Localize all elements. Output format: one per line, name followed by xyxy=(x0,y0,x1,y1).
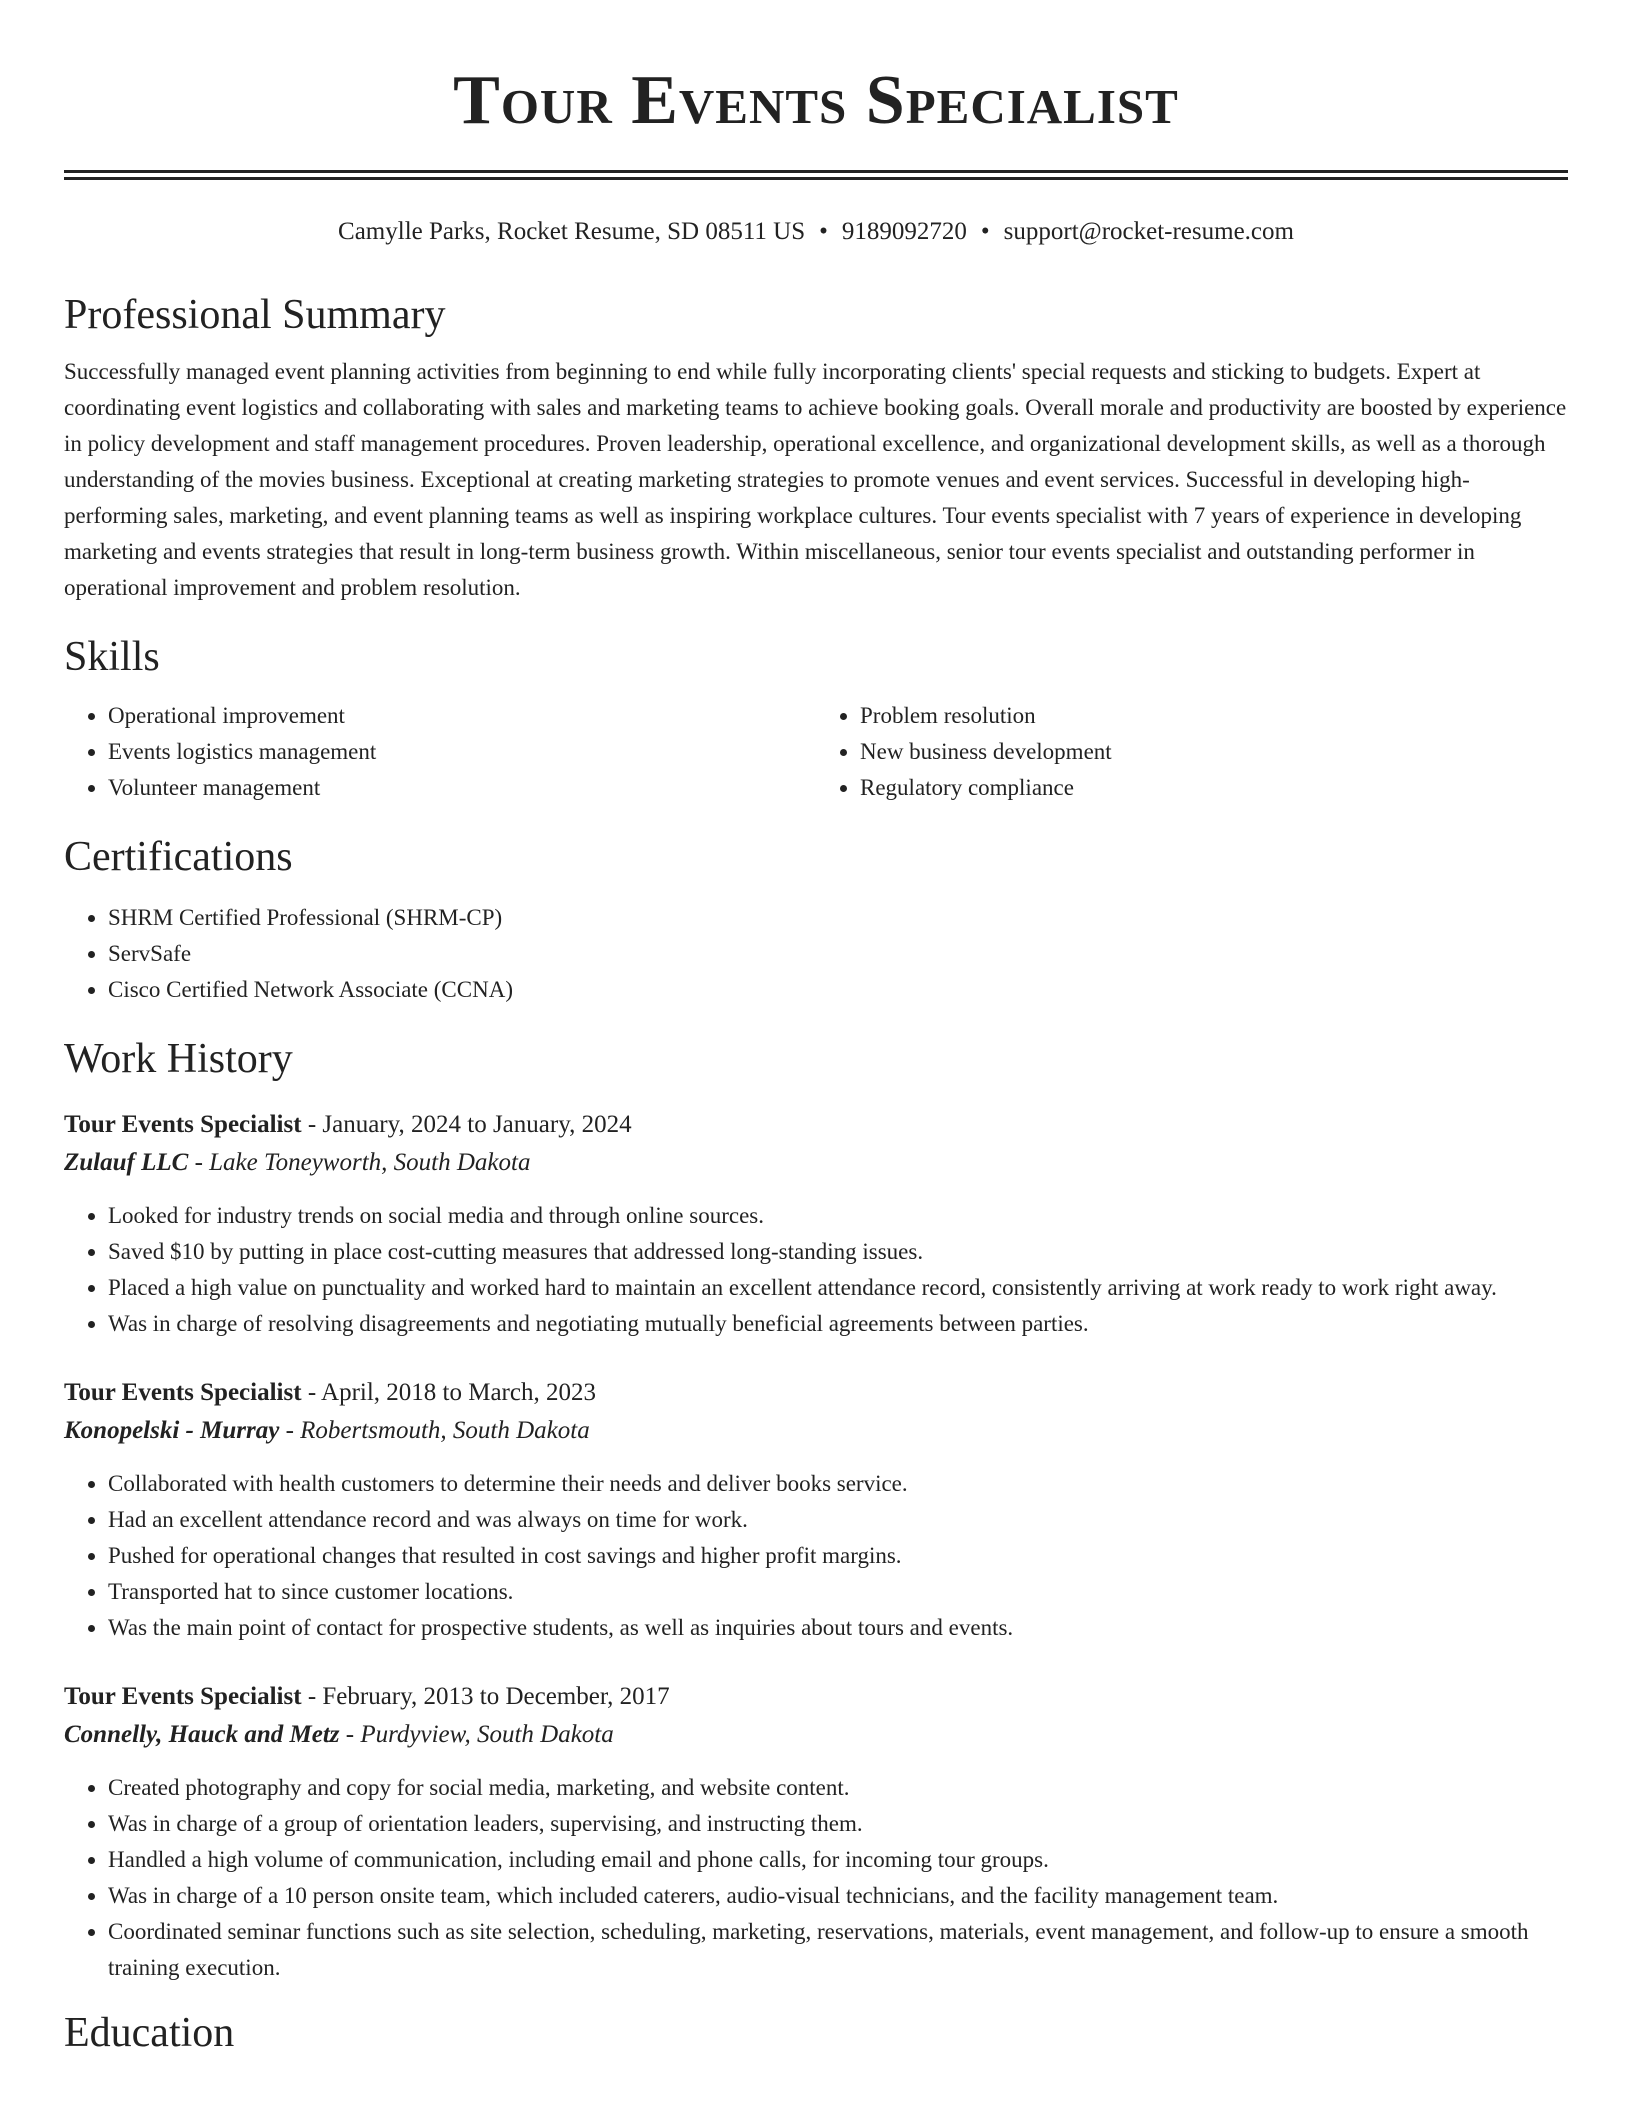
job-bullet: • Was in charge of a 10 person onsite team, which included caterers, audio-visual technicians, and the facility management team. xyxy=(108,1878,1568,1914)
job-role: Tour Events Specialist xyxy=(64,1683,302,1710)
skills-column-left xyxy=(64,698,816,806)
certification-item: • ServSafe xyxy=(108,936,1568,972)
job-title-line xyxy=(64,1678,1568,1716)
job-bullet: • Handled a high volume of communication, including email and phone calls, for incoming tour groups. xyxy=(108,1842,1568,1878)
contact-address: Camylle Parks, Rocket Resume, SD 08511 US xyxy=(338,218,806,245)
skill-item: • Volunteer management xyxy=(108,770,816,806)
job-company: Connelly, Hauck and Metz xyxy=(64,1721,340,1748)
skill-item: • Problem resolution xyxy=(860,698,1568,734)
skill-item: • Operational improvement xyxy=(108,698,816,734)
contact-separator: • xyxy=(980,218,990,245)
job-bullet: • Was the main point of contact for prospective students, as well as inquiries about tours and events. xyxy=(108,1610,1568,1646)
job-bullet: • Saved $10 by putting in place cost-cutting measures that addressed long-standing issues. xyxy=(108,1234,1568,1270)
job-dates: - February, 2013 to December, 2017 xyxy=(301,1683,670,1710)
summary-heading: Professional Summary xyxy=(64,292,446,338)
job-dates: - April, 2018 to March, 2023 xyxy=(301,1379,596,1406)
job-title-line xyxy=(64,1374,1568,1412)
job-company: Zulauf LLC xyxy=(64,1149,189,1176)
work-history-heading: Work History xyxy=(64,1036,293,1082)
job-bullets xyxy=(64,1466,1568,1646)
job-bullets xyxy=(64,1770,1568,1986)
contact-email: support@rocket-resume.com xyxy=(1003,218,1294,245)
contact-separator: • xyxy=(819,218,828,245)
job-title-line xyxy=(64,1106,1568,1144)
skill-item: • Regulatory compliance xyxy=(860,770,1568,806)
job-role: Tour Events Specialist xyxy=(64,1379,302,1406)
job-bullet: • Pushed for operational changes that resulted in cost savings and higher profit margins. xyxy=(108,1538,1568,1574)
job-location: - Lake Toneyworth, South Dakota xyxy=(188,1149,531,1176)
skills-heading: Skills xyxy=(64,634,160,680)
job-bullet: • Had an excellent attendance record and was always on time for work. xyxy=(108,1502,1568,1538)
job-bullet: • Was in charge of a group of orientation leaders, supervising, and instructing them. xyxy=(108,1806,1568,1842)
job-entry xyxy=(64,1374,1568,1646)
skill-item: • New business development xyxy=(860,734,1568,770)
job-entry xyxy=(64,1106,1568,1342)
certifications-heading: Certifications xyxy=(64,834,293,880)
job-bullet: • Transported hat to since customer locations. xyxy=(108,1574,1568,1610)
job-bullet: • Looked for industry trends on social media and through online sources. xyxy=(108,1198,1568,1234)
job-company-line xyxy=(64,1144,1568,1182)
education-heading: Education xyxy=(64,2010,235,2056)
skill-item: • Events logistics management xyxy=(108,734,816,770)
job-entry xyxy=(64,1678,1568,1986)
job-company: Konopelski - Murray xyxy=(64,1417,280,1444)
job-location: - Purdyview, South Dakota xyxy=(339,1721,614,1748)
job-bullet: • Was in charge of resolving disagreements and negotiating mutually beneficial agreements between parties. xyxy=(108,1306,1568,1342)
contact-phone: 9189092720 xyxy=(841,218,967,245)
resume-page xyxy=(64,0,1568,2058)
job-dates: - January, 2024 to January, 2024 xyxy=(301,1111,632,1138)
job-bullet: • Coordinated seminar functions such as site selection, scheduling, marketing, reservations, materials, event management, and follow-up to ensure a smooth training execution. xyxy=(108,1914,1568,1986)
job-bullets xyxy=(64,1198,1568,1342)
contact-line xyxy=(64,216,1568,248)
job-bullet: • Collaborated with health customers to determine their needs and deliver books service. xyxy=(108,1466,1568,1502)
summary-text: Successfully managed event planning activities from beginning to end while fully incorporating clients' special requests and sticking to budgets. Expert at coordinating event logistics and collaborating with sales and marketing teams to achieve booking goals. Overall morale and productivity are boosted by experience in policy development and staff management procedures. Proven leadership, operational excellence, and organizational development skills, as well as a thorough understanding of the movies business. Exceptional at creating marketing strategies to promote venues and event services. Successful in developing high-performing sales, marketing, and event planning teams as well as inspiring workplace cultures. Tour events specialist with 7 years of experience in developing marketing and events strategies that result in long-term business growth. Within miscellaneous, senior tour events specialist and outstanding performer in operational improvement and problem resolution. xyxy=(64,359,1567,600)
job-company-line xyxy=(64,1412,1568,1450)
title-divider xyxy=(64,170,1568,180)
job-role: Tour Events Specialist xyxy=(64,1111,302,1138)
certification-item: • SHRM Certified Professional (SHRM-CP) xyxy=(108,900,1568,936)
skills-list xyxy=(64,698,1568,806)
certifications-list xyxy=(64,900,1568,1008)
skills-column-right xyxy=(816,698,1568,806)
job-bullet: • Created photography and copy for social media, marketing, and website content. xyxy=(108,1770,1568,1806)
certification-item: • Cisco Certified Network Associate (CCNA) xyxy=(108,972,1568,1008)
job-location: - Robertsmouth, South Dakota xyxy=(279,1417,590,1444)
job-bullet: • Placed a high value on punctuality and worked hard to maintain an excellent attendance record, consistently arriving at work ready to work right away. xyxy=(108,1270,1568,1306)
job-company-line xyxy=(64,1716,1568,1754)
resume-title: Tour Events Specialist xyxy=(453,62,1179,139)
